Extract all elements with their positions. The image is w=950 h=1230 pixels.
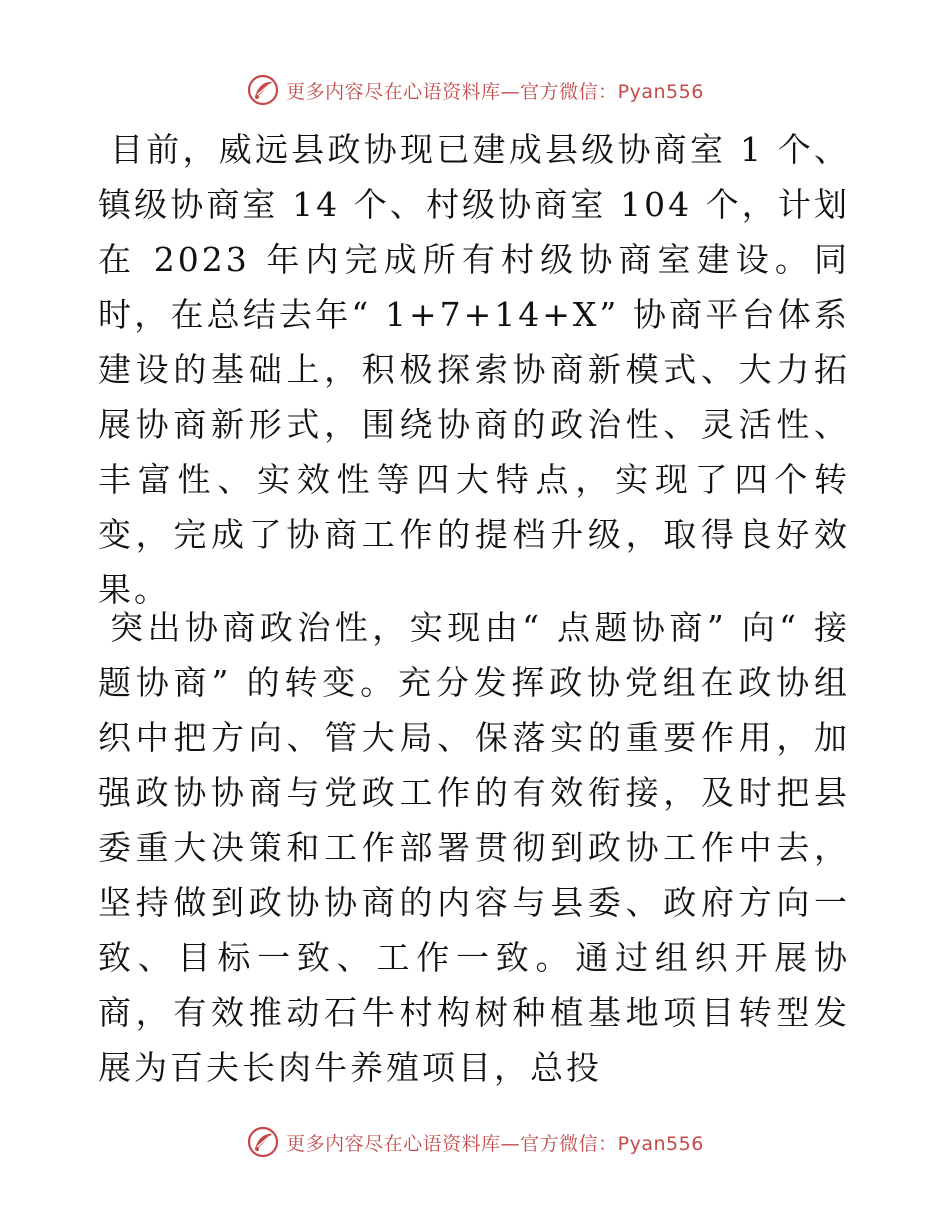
footer-watermark: [0, 1124, 950, 1160]
header-watermark: [0, 72, 950, 108]
body-paragraph-2: 突出协商政治性，实现由“ 点题协商” 向“ 接题协商” 的转变。充分发挥政协党组在政协组织中把方向、管大局、保落实的重要作用，加强政协协商与党政工作的有效衔接，及时把县委重大决策和工作部署贯彻到政协工作中去，坚持做到政协协商的内容与县委、政府方向一致、目标一致、工作一致。通过组织开展协商，有效推动石牛村构树种植基地项目转型发展为百夫长肉牛养殖项目，总投: [98, 608, 850, 1087]
watermark-text: 更多内容尽在心语资料库—官方微信：Pyan556: [286, 80, 704, 103]
seal-logo-icon: [246, 73, 280, 107]
seal-logo-icon: [246, 1125, 280, 1159]
body-paragraph-1: 目前，威远县政协现已建成县级协商室 1 个、镇级协商室 14 个、村级协商室 104 个，计划在 2023 年内完成所有村级协商室建设。同时，在总结去年“ 1+7+14+X” 协商平台体系建设的基础上，积极探索协商新模式、大力拓展协商新形式，围绕协商的政治性、灵活性、丰富性、实效性等四大特点，实现了四个转变，完成了协商工作的提档升级，取得良好效果。: [98, 130, 850, 609]
watermark-text: 更多内容尽在心语资料库—官方微信：Pyan556: [286, 1132, 704, 1155]
